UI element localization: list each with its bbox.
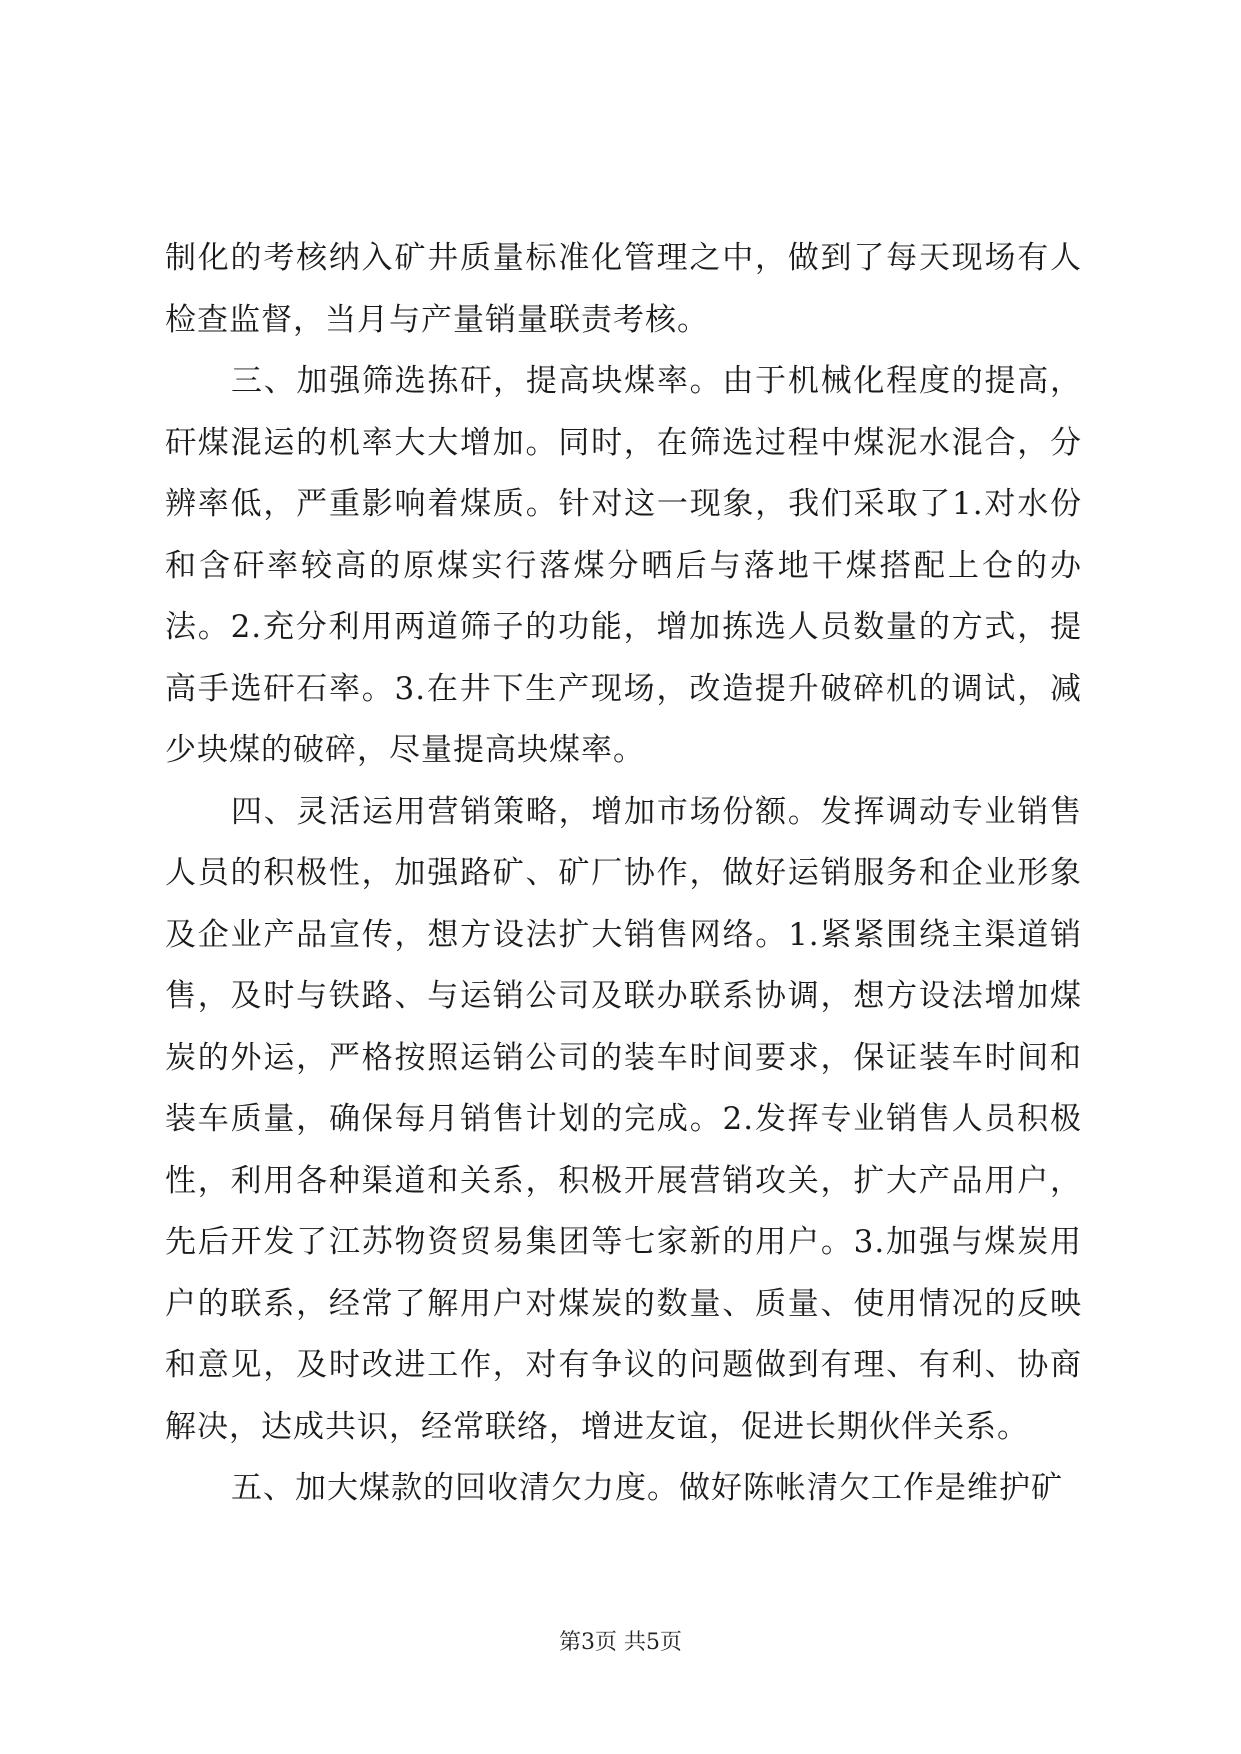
paragraph-section-5-collection: 五、加大煤款的回收清欠力度。做好陈帐清欠工作是维护矿 [231,1470,1063,1506]
paragraph-continuation: 制化的考核纳入矿井质量标准化管理之中，做到了每天现场有人检查监督，当月与产量销量联责考核。 [165,240,1082,338]
page-number-label: 第3页 共5页 [559,1630,682,1655]
paragraph-section-3-screening: 三、加强筛选拣矸，提高块煤率。由于机械化程度的提高，矸煤混运的机率大大增加。同时，在筛选过程中煤泥水混合，分辨率低，严重影响着煤质。针对这一现象，我们采取了1.对水份和含矸率较高的原煤实行落煤分晒后与落地干煤搭配上仓的办法。2.充分利用两道筛子的功能，增加拣选人员数量的方式，提高手选矸石率。3.在井下生产现场，改造提升破碎机的调试，减少块煤的破碎，尽量提高块煤率。 [165,363,1082,768]
paragraph-section-4-marketing: 四、灵活运用营销策略，增加市场份额。发挥调动专业销售人员的积极性，加强路矿、矿厂协作，做好运销服务和企业形象及企业产品宣传，想方设法扩大销售网络。1.紧紧围绕主渠道销售，及时与铁路、与运销公司及联办联系协调，想方设法增加煤炭的外运，严格按照运销公司的装车时间要求，保证装车时间和装车质量，确保每月销售计划的完成。2.发挥专业销售人员积极性，利用各种渠道和关系，积极开展营销攻关，扩大产品用户，先后开发了江苏物资贸易集团等七家新的用户。3.加强与煤炭用户的联系，经常了解用户对煤炭的数量、质量、使用情况的反映和意见，及时改进工作，对有争议的问题做到有理、有利、协商解决，达成共识，经常联络，增进友谊，促进长期伙伴关系。 [165,793,1082,1445]
document-body [165,228,1082,1520]
page-footer [0,1628,1241,1658]
